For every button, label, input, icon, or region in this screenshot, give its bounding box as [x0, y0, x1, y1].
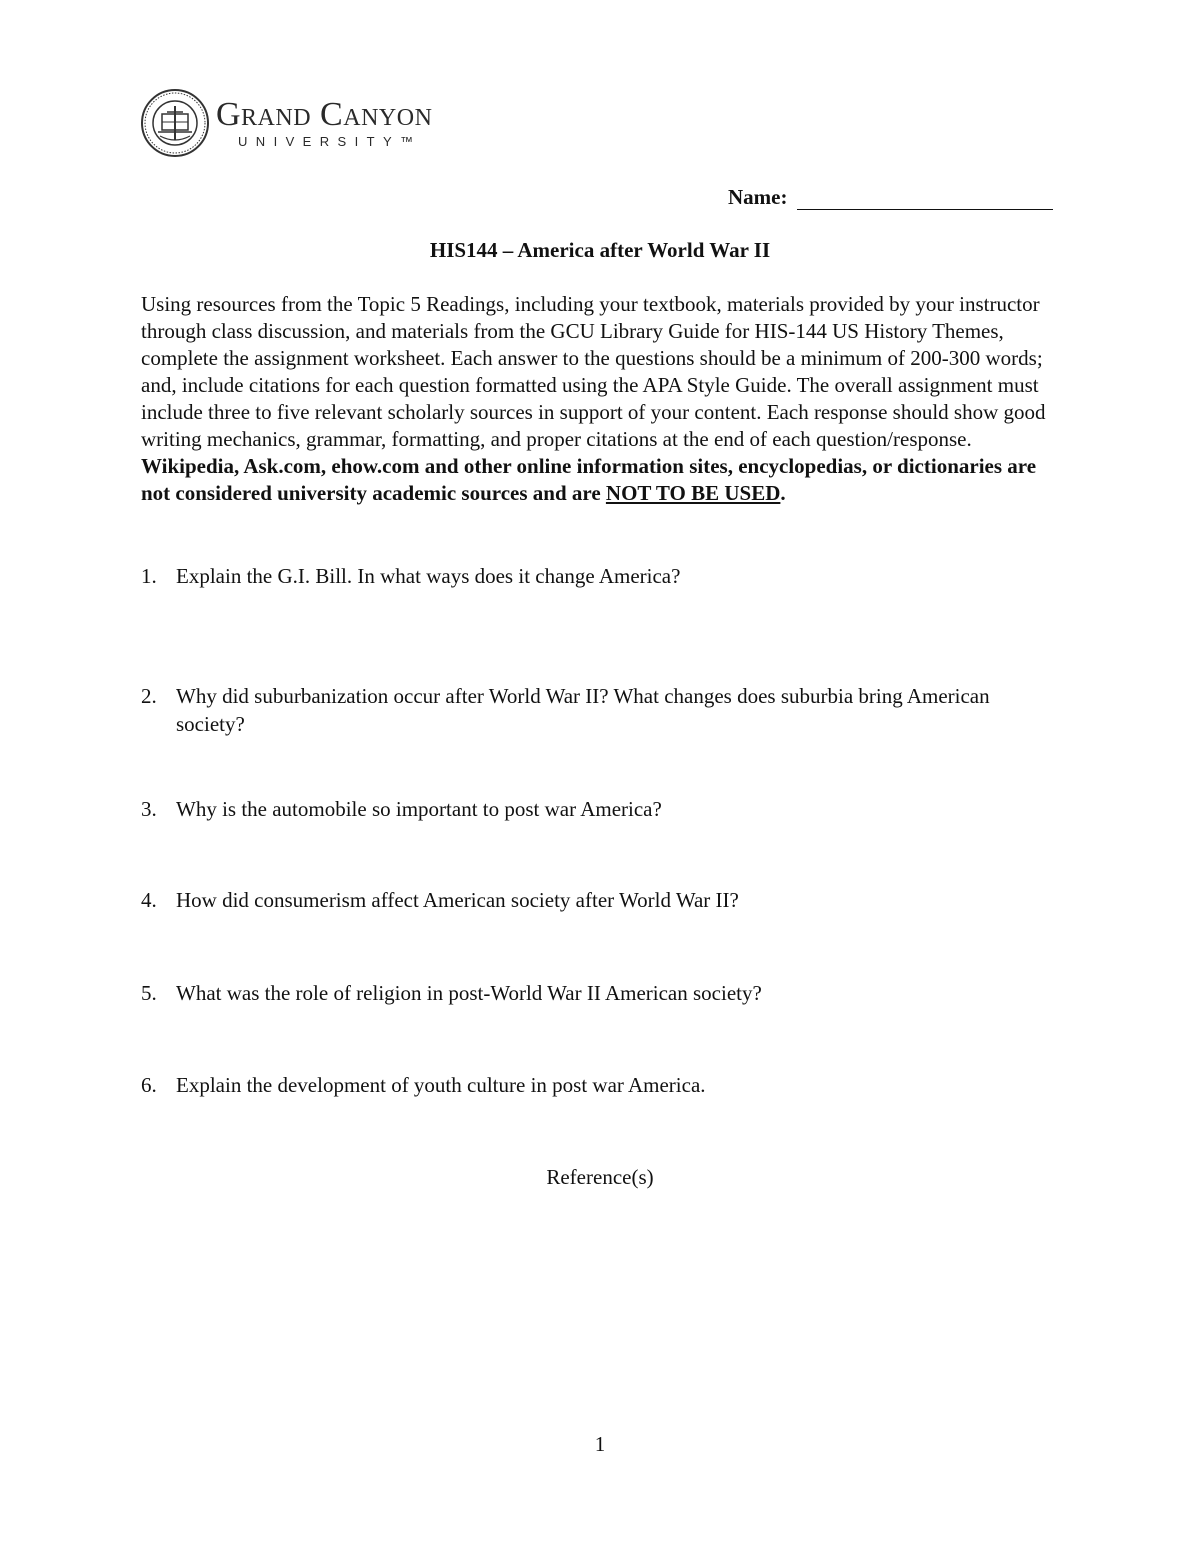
- university-wordmark: [216, 95, 433, 149]
- question-text: Why is the automobile so important to post war America?: [176, 797, 662, 821]
- question-text: Explain the G.I. Bill. In what ways does it change America?: [176, 564, 681, 588]
- question-number: 1.: [141, 564, 157, 588]
- question-item: [141, 886, 1041, 914]
- instructions-paragraph: [141, 291, 1061, 507]
- question-item: [141, 562, 1041, 590]
- warning-end: .: [780, 481, 786, 505]
- name-label: Name:: [728, 185, 788, 209]
- question-number: 4.: [141, 888, 157, 912]
- document-title: HIS144 – America after World War II: [429, 238, 771, 262]
- warning-text: Wikipedia, Ask.com, ehow.com and other online information sites, encyclopedias, or dictionaries are not considered university academic sources and are: [141, 454, 1037, 505]
- question-item: [141, 979, 1041, 1007]
- question-text: Why did suburbanization occur after World War II? What changes does suburbia bring American society?: [176, 684, 990, 736]
- question-number: 5.: [141, 981, 157, 1005]
- name-blank-line[interactable]: [797, 189, 1053, 210]
- question-number: 6.: [141, 1073, 157, 1097]
- page-number: 1: [594, 1432, 606, 1456]
- question-item: [141, 1071, 1041, 1099]
- question-number: 2.: [141, 684, 157, 708]
- question-item: [141, 795, 1041, 823]
- instructions-text: Using resources from the Topic 5 Readings, including your textbook, materials provided by your instructor through class discussion, and materials from the GCU Library Guide for HIS-144 US History Themes, complete the assignment worksheet. Each answer to the questions should be a minimum of 200-300 words; and, include citations for each question formatted using the APA Style Guide. The overall assignment must include three to five relevant scholarly sources in support of your content. Each response should show good writing mechanics, grammar, formatting, and proper citations at the end of each question/response.: [141, 292, 1046, 451]
- wordmark-bottom: UNIVERSITY™: [238, 133, 422, 149]
- name-field-row: [728, 185, 1053, 210]
- question-item: [141, 682, 1041, 738]
- university-logo: [140, 88, 432, 158]
- question-text: Explain the development of youth culture in post war America.: [176, 1073, 706, 1097]
- question-text: What was the role of religion in post-World War II American society?: [176, 981, 762, 1005]
- wordmark-top: Grand Canyon: [216, 95, 433, 133]
- warning-underlined: NOT TO BE USED: [605, 481, 781, 505]
- references-heading: Reference(s): [546, 1165, 654, 1189]
- instructions-warning: [141, 454, 1036, 505]
- question-text: How did consumerism affect American society after World War II?: [176, 888, 739, 912]
- university-seal-icon: [140, 88, 210, 158]
- question-number: 3.: [141, 797, 157, 821]
